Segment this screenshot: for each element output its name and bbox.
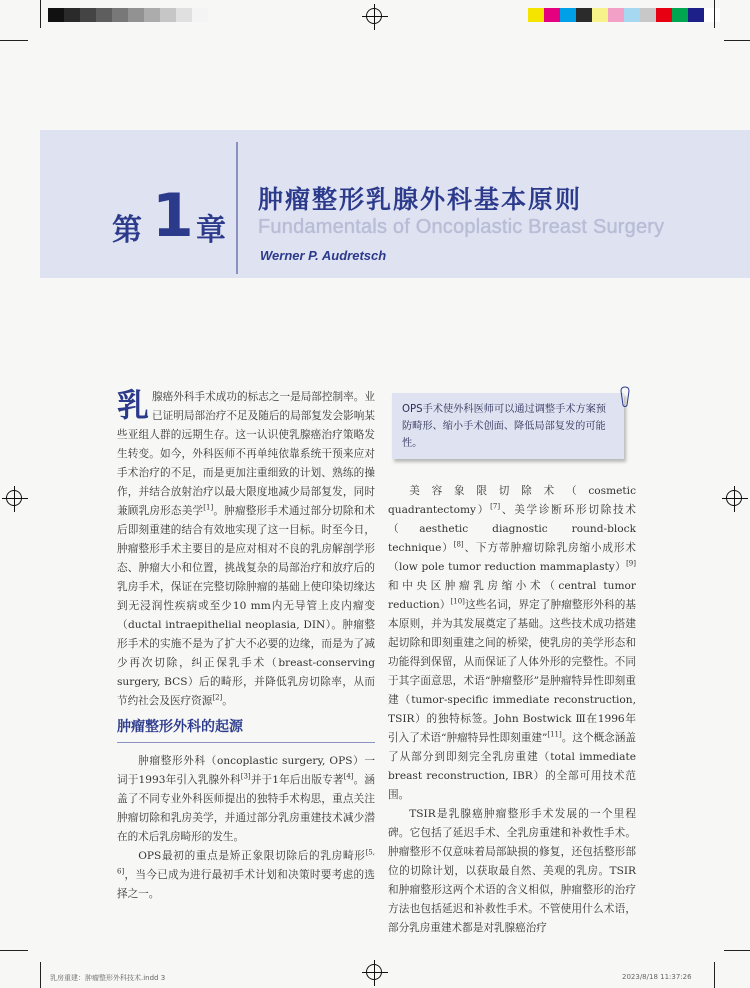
pen-clip-icon	[620, 386, 630, 408]
trim-mark	[40, 0, 41, 28]
color-swatch	[64, 8, 80, 22]
chapter-label-prefix: 第	[112, 213, 142, 248]
color-swatch	[688, 8, 704, 22]
citation: [1]	[203, 503, 214, 512]
citation: [3]	[240, 772, 251, 781]
drop-cap: 乳	[117, 386, 150, 424]
tsir-paragraph: TSIR是乳腺癌肿瘤整形手术发展的一个里程碑。它包括了延迟手术、全乳房重建和补救性手术。肿瘤整形不仅意味着局部缺损的修复，还包括整形部位的切除计划，以获取最自然、美观的乳房。TSIR和肿瘤整形这两个术语的含义相似，肿瘤整形的治疗方法也包括延迟和补救性手术。不管使用什么术语，部分乳房重建术都是对乳腺癌治疗	[388, 808, 636, 934]
origin-text: 肿瘤整形外科（oncoplastic surgery, OPS）一词于1993年引入乳腺外科	[117, 755, 375, 786]
chapter-author: Werner P. Audretsch	[260, 248, 387, 263]
chapter-title-english: Fundamentals of Oncoplastic Breast Surgery	[258, 216, 665, 238]
left-column-origin	[117, 752, 375, 904]
color-swatch	[560, 8, 576, 22]
color-swatch	[656, 8, 672, 22]
footer-timestamp: 2023/8/18 11:37:26	[622, 973, 692, 981]
section-heading-origin: 肿瘤整形外科的起源	[117, 719, 243, 735]
color-swatch	[192, 8, 208, 22]
color-swatch	[144, 8, 160, 22]
cmyk-color-bar	[528, 8, 720, 22]
body-text: 和中央区肿瘤乳房缩小术（central tumor reduction）	[388, 580, 636, 611]
citation: [11]	[547, 730, 562, 739]
trim-mark	[724, 40, 750, 41]
footer-file-info: 乳房重建：肿瘤整形外科技术.indd 3	[50, 974, 166, 982]
origin-text-continued: 并于1年后出版专著	[250, 774, 344, 786]
trim-mark	[0, 950, 28, 951]
color-swatch	[176, 8, 192, 22]
registration-mark-right	[722, 486, 748, 512]
origin-para2-text: OPS最初的重点是矫正象限切除后的乳房畸形	[138, 850, 366, 862]
callout-box	[392, 393, 624, 459]
citation: [10]	[450, 597, 465, 606]
section-rule	[117, 742, 375, 743]
grayscale-color-bar	[48, 8, 208, 22]
color-swatch	[48, 8, 64, 22]
color-swatch	[128, 8, 144, 22]
left-column-intro	[117, 388, 375, 711]
body-text: 。这个概念涵盖了从部分到即刻完全乳房重建（total immediate breast reconstruction, IBR）的全部可用技术范围。	[388, 732, 636, 801]
origin-para2-end: ，当今已成为进行最初手术计划和决策时要考虑的选择之一。	[117, 869, 375, 900]
chapter-number: 1	[152, 181, 194, 251]
color-swatch	[608, 8, 624, 22]
trim-mark	[40, 962, 41, 988]
color-swatch	[544, 8, 560, 22]
intro-text-continued: 。肿瘤整形手术通过部分切除和术后即刻重建的结合有效地实现了这一目标。时至今日，肿瘤整形手术主要目的是应对相对不良的乳房解剖学形态、肿瘤大小和位置，挑战复杂的局部治疗和放疗后的乳房手术，保证在完整切除肿瘤的基础上使印染切缘达到无浸润性疾病或至少10 mm内无导管上皮内瘤变（ductal intraepithelial neoplasia, DIN）。肿瘤整形手术的实施不是为了扩大不必要的边缘，而是为了减少再次切除，纠正保乳手术（breast-conserving surgery, BCS）后的畸形，并降低乳房切除率，从而节约社会及医疗资源	[117, 505, 376, 707]
header-divider	[236, 142, 238, 274]
color-swatch	[704, 8, 720, 22]
color-swatch	[528, 8, 544, 22]
citation: [4]	[343, 772, 354, 781]
chapter-label-suffix: 章	[196, 213, 226, 248]
intro-text: 腺癌外科手术成功的标志之一是局部控制率。业已证明局部治疗不足及随后的局部复发会影响某些亚组人群的远期生存。这一认识使乳腺癌治疗策略发生转变。如今，外科医师不再单纯依靠系统干预来应对手术治疗的不足，而是更加注重细致的计划、熟练的操作，并结合放射治疗以最大限度地减少局部复发，同时兼顾乳房形态美学	[117, 391, 375, 517]
color-swatch	[160, 8, 176, 22]
registration-mark-top	[362, 4, 388, 30]
citation: [8]	[453, 540, 464, 549]
color-swatch	[80, 8, 96, 22]
color-swatch	[640, 8, 656, 22]
color-swatch	[592, 8, 608, 22]
right-column	[388, 482, 636, 938]
registration-mark-bottom	[362, 960, 388, 986]
trim-mark	[0, 40, 28, 41]
color-swatch	[672, 8, 688, 22]
origin-text-end: 。涵盖了不同专业外科医师提出的独特手术构思，重点关注肿瘤切除和乳房美学，并通过部分乳房重建技术减少潜在的术后乳房畸形的发生。	[117, 774, 376, 843]
body-text: 、下方蒂肿瘤切除乳房缩小成形术（low pole tumor reduction mammaplasty）	[388, 542, 636, 573]
trim-mark	[714, 962, 715, 988]
citation: [7]	[490, 502, 501, 511]
citation: [5, 6]	[117, 848, 375, 876]
trim-mark	[714, 0, 715, 28]
body-text: 美容象限切除术（cosmetic quadrantectomy）	[388, 485, 636, 516]
color-swatch	[576, 8, 592, 22]
color-swatch	[96, 8, 112, 22]
color-swatch	[624, 8, 640, 22]
body-text: 、美学诊断环形切除技术（aesthetic diagnostic round-block technique）	[388, 504, 637, 554]
registration-mark-left	[2, 486, 28, 512]
callout-text: OPS手术使外科医师可以通过调整手术方案预防畸形、缩小手术创面、降低局部复发的可能性。	[402, 404, 607, 449]
body-text: 这些名词，界定了肿瘤整形外科的基本原则，并为其发展奠定了基础。这些技术成功搭建起切除和即刻重建之间的桥梁，使乳房的美学形态和功能得到保留，从而保证了人体外形的完整性。不同于其字面意思，术语“肿瘤整形”是肿瘤特异性即刻重建（tumor-specific immediate reconstruction, TSIR）的独特标签。John Bostwick Ⅲ在1996年引入了术语“肿瘤特异性即刻重建”	[388, 599, 637, 744]
trim-mark	[724, 950, 750, 951]
citation: [9]	[626, 559, 636, 568]
intro-text-end: 。	[222, 695, 233, 707]
chapter-title-chinese: 肿瘤整形乳腺外科基本原则	[258, 185, 583, 214]
citation: [2]	[212, 693, 223, 702]
color-swatch	[112, 8, 128, 22]
